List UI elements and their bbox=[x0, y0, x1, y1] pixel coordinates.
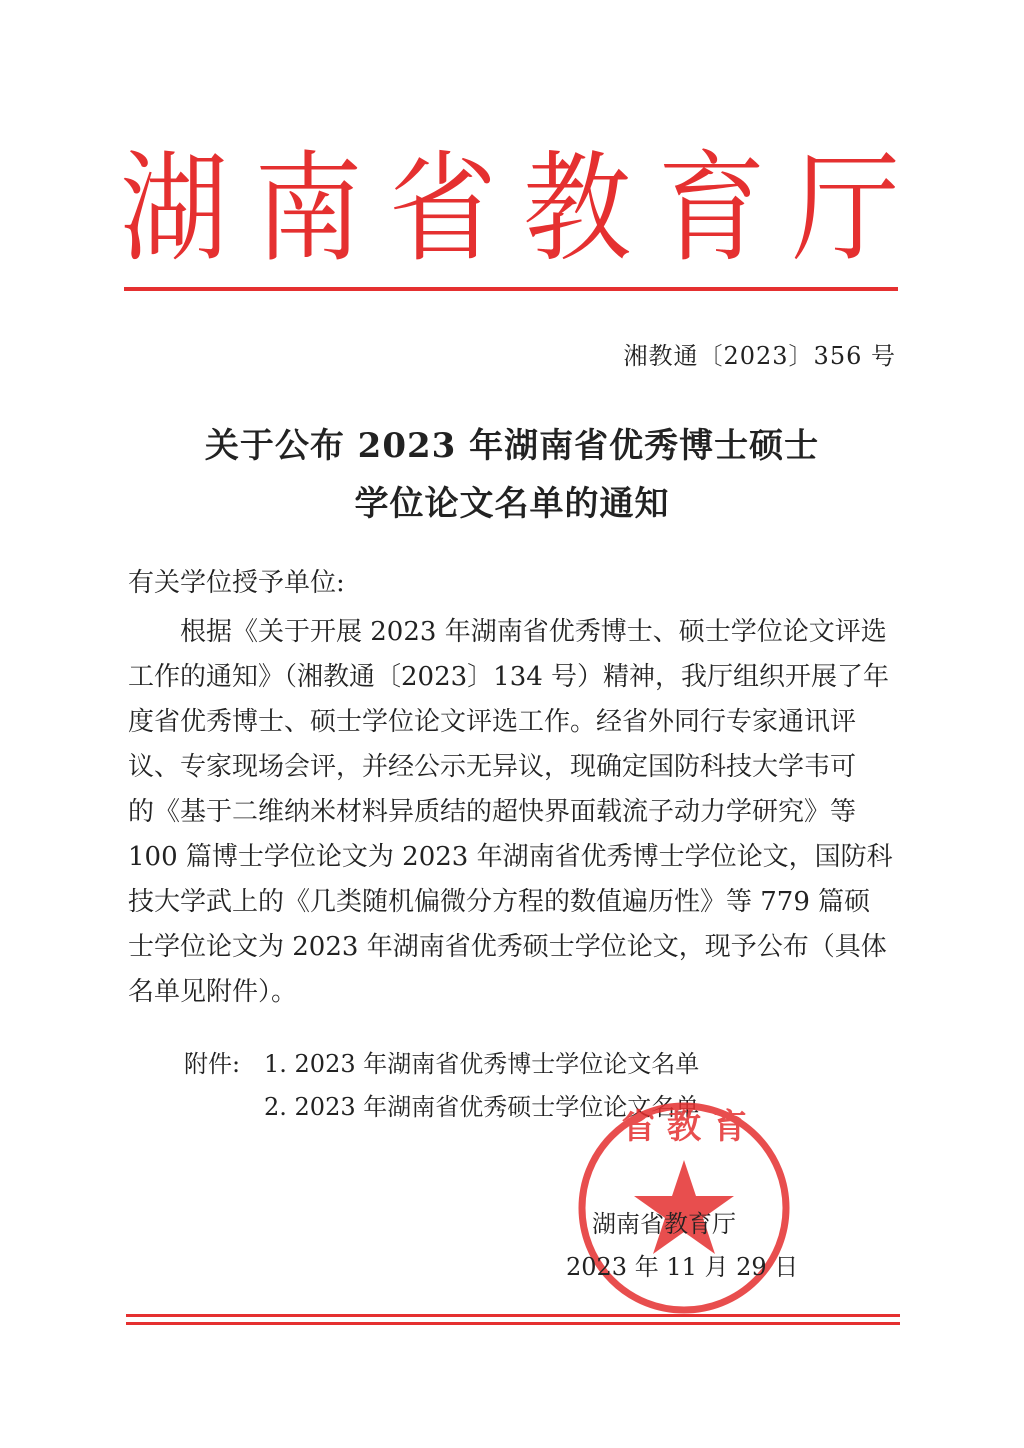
masthead-char: 教 bbox=[523, 140, 632, 279]
body-line: 根据《关于开展 2023 年湖南省优秀博士、硕士学位论文评选 bbox=[180, 617, 887, 647]
body-line: 100 篇博士学位论文为 2023 年湖南省优秀博士学位论文，国防科 bbox=[128, 842, 893, 872]
attachment-item-1: 1. 2023 年湖南省优秀博士学位论文名单 bbox=[264, 1050, 700, 1078]
footer-rule-top bbox=[126, 1314, 900, 1317]
salutation: 有关学位授予单位: bbox=[128, 568, 345, 598]
svg-text:省 教 育: 省 教 育 bbox=[621, 1107, 747, 1147]
document-number: 湘教通〔2023〕356 号 bbox=[623, 342, 896, 370]
masthead-rule bbox=[124, 287, 898, 291]
body-line: 技大学武上的《几类随机偏微分方程的数值遍历性》等 779 篇硕 bbox=[128, 887, 871, 917]
masthead-char: 湖 bbox=[120, 140, 229, 279]
body-line: 工作的通知》（湘教通〔2023〕134 号）精神，我厅组织开展了年 bbox=[128, 662, 890, 692]
body-line: 度省优秀博士、硕士学位论文评选工作。经省外同行专家通讯评 bbox=[128, 707, 857, 737]
body-line: 议、专家现场会评，并经公示无异议，现确定国防科技大学韦可 bbox=[128, 752, 857, 782]
masthead bbox=[120, 140, 900, 279]
attachments-label: 附件: bbox=[184, 1050, 241, 1078]
attachment-item-2: 2. 2023 年湖南省优秀硕士学位论文名单 bbox=[264, 1093, 700, 1121]
body-line: 的《基于二维纳米材料异质结的超快界面载流子动力学研究》等 bbox=[128, 797, 857, 827]
masthead-char: 厅 bbox=[791, 140, 900, 279]
title-line-1: 关于公布 2023 年湖南省优秀博士硕士 bbox=[204, 426, 820, 466]
body-line: 名单见附件）。 bbox=[128, 977, 298, 1007]
title-line-2: 学位论文名单的通知 bbox=[354, 484, 670, 524]
footer-rule-bottom bbox=[126, 1322, 900, 1325]
signature-date: 2023 年 11 月 29 日 bbox=[566, 1253, 799, 1281]
masthead-char: 育 bbox=[657, 140, 766, 279]
body-paragraph bbox=[128, 610, 900, 1015]
masthead-char: 南 bbox=[254, 140, 363, 279]
signature-org: 湖南省教育厅 bbox=[592, 1210, 736, 1238]
body-line: 士学位论文为 2023 年湖南省优秀硕士学位论文，现予公布（具体 bbox=[128, 932, 887, 962]
masthead-char: 省 bbox=[388, 140, 497, 279]
